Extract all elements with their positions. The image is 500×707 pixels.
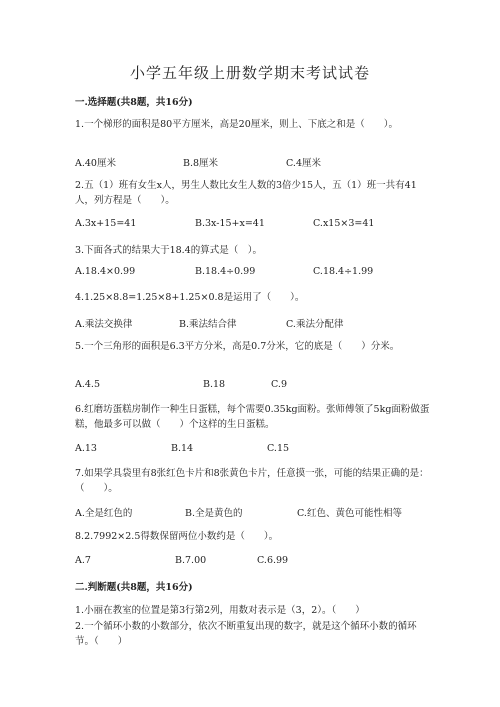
option-a: A.3x+15=41: [75, 218, 137, 229]
option-a: A.18.4×0.99: [75, 266, 136, 277]
option-a: A.13: [75, 443, 97, 454]
option-b: B.18: [203, 379, 226, 390]
option-c: C.乘法分配律: [286, 319, 344, 330]
option-a: A.乘法交换律: [75, 319, 133, 330]
question-1-options: [75, 155, 435, 169]
option-b: B.全是黄色的: [185, 508, 243, 519]
option-c: C.x15×3=41: [313, 218, 375, 229]
question-1: 1.一个梯形的面积是80平方厘米，高是20厘米，则上、下底之和是（ ）。: [75, 119, 398, 130]
option-c: C.4厘米: [286, 158, 321, 169]
question-5-options: [75, 379, 435, 393]
question-7: 7.如果学具袋里有8张红色卡片和8张黄色卡片，任意摸一张，可能的结果正确的是：（ ）。: [75, 468, 429, 494]
question-2-options: [75, 218, 435, 232]
option-b: B.乘法结合律: [179, 319, 237, 330]
question-7-options: [75, 505, 435, 519]
question-5: 5.一个三角形的面积是6.3平方分米，高是0.7分米，它的底是（ ）分米。: [75, 341, 400, 352]
question-8-options: [75, 555, 435, 569]
section-heading-judgment: 二.判断题(共8题，共16分): [75, 582, 193, 593]
option-a: A.7: [75, 555, 91, 566]
option-b: B.7.00: [175, 555, 207, 566]
option-c: C.15: [267, 443, 290, 454]
judgment-2: 2.一个循环小数的小数部分，依次不断重复出现的数字，就是这个循环小数的循环节。（ ）: [75, 621, 417, 647]
option-c: C.18.4÷1.99: [313, 266, 374, 277]
option-a: A.40厘米: [75, 158, 116, 169]
option-b: B.14: [171, 443, 194, 454]
question-6-options: [75, 443, 435, 457]
question-3: 3.下面各式的结果大于18.4的算式是（ ）。: [75, 245, 262, 256]
section-heading-choice: 一.选择题(共8题，共16分): [75, 97, 193, 108]
option-b: B.8厘米: [183, 158, 219, 169]
page-title: 小学五年级上册数学期末考试试卷: [129, 64, 370, 82]
option-b: B.18.4÷0.99: [195, 266, 256, 277]
option-c: C.6.99: [257, 555, 289, 566]
option-b: B.3x-15+x=41: [195, 218, 265, 229]
option-a: A.全是红色的: [75, 508, 133, 519]
question-4: 4.1.25×8.8=1.25×8+1.25×0.8是运用了（ ）。: [75, 292, 305, 303]
judgment-1: 1.小丽在教室的位置是第3行第2列，用数对表示是（3，2）。（ ）: [75, 605, 365, 616]
question-8: 8.2.7992×2.5得数保留两位小数约是（ ）。: [75, 531, 279, 542]
question-6: 6.红磨坊蛋糕房制作一种生日蛋糕，每个需要0.35kg面粉。张师傅领了5kg面粉做蛋糕，他最多可以做（ ）个这样的生日蛋糕。: [75, 404, 430, 430]
question-4-options: [75, 316, 435, 330]
option-c: C.9: [271, 379, 287, 390]
question-3-options: [75, 266, 435, 280]
option-c: C.红色、黄色可能性相等: [297, 508, 402, 519]
question-2: 2.五（1）班有女生x人，男生人数比女生人数的3倍少15人，五（1）班一共有41人，列方程是（ ）。: [75, 180, 417, 206]
option-a: A.4.5: [75, 379, 100, 390]
